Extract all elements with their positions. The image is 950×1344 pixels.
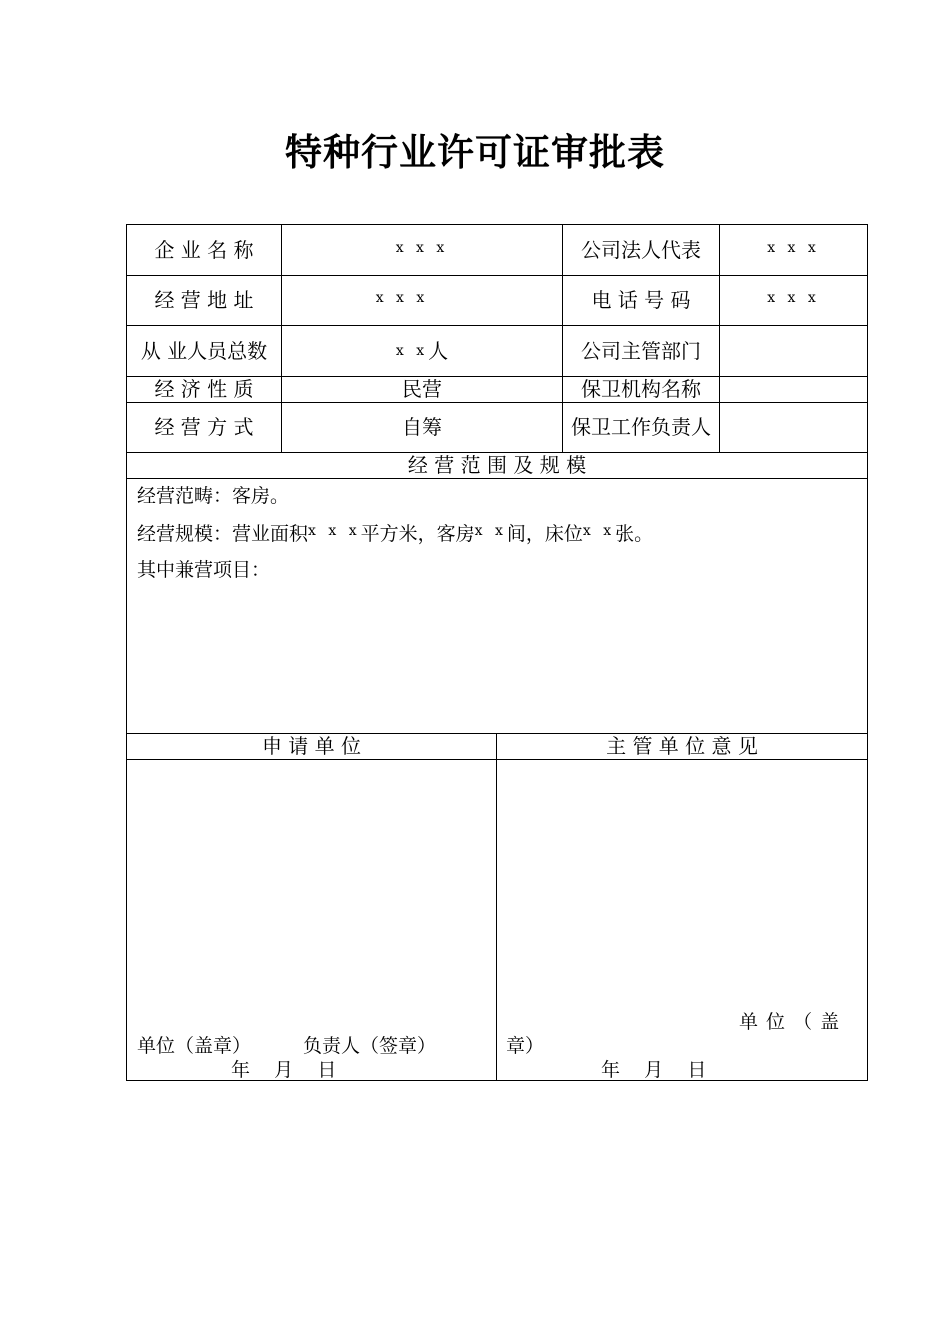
scope-section-header: 经 营 范 围 及 规 模	[407, 453, 587, 477]
phone-value: x x x	[767, 289, 820, 306]
approval-form-table	[126, 224, 868, 1081]
address-label: 经 营 地 址	[154, 288, 254, 312]
rooms-value: x x	[474, 523, 507, 539]
column-divider	[496, 733, 497, 1080]
company-name-label: 企 业 名 称	[154, 237, 254, 262]
supervising-dept-label: 公司主管部门	[581, 338, 701, 363]
business-category-text: 经营范畴：客房。	[137, 485, 290, 507]
area-unit: 平方米，客房	[360, 523, 475, 545]
authority-seal-label: 单 位 （ 盖	[739, 1011, 841, 1033]
address-value: x x x	[375, 289, 429, 306]
applicant-section-header: 申 请 单 位	[261, 734, 362, 758]
staff-count-value: x x	[395, 342, 429, 359]
staff-total-value	[282, 326, 562, 376]
staff-total-label: 从 业人员总数	[140, 338, 268, 363]
document-title: 特种行业许可证审批表	[285, 131, 665, 174]
authority-date-label: 年 月 日	[601, 1059, 707, 1081]
security-org-label: 保卫机构名称	[581, 377, 701, 401]
scale-prefix: 经营规模：营业面积	[137, 523, 309, 545]
legal-rep-value: x x x	[767, 239, 820, 256]
beds-unit: 张。	[615, 523, 654, 545]
rooms-unit: 间，床位	[506, 523, 583, 545]
applicant-date-label: 年 月 日	[231, 1059, 337, 1081]
security-head-label: 保卫工作负责人	[571, 415, 711, 439]
row-divider	[127, 478, 867, 479]
beds-value: x x	[582, 523, 616, 539]
authority-seal-label-cont: 章）	[506, 1035, 545, 1057]
phone-label: 电 话 号 码	[591, 288, 691, 312]
supervising-dept-value	[720, 326, 867, 376]
applicant-person-label: 负责人（签章）	[303, 1035, 437, 1057]
business-mode-label: 经 营 方 式	[154, 415, 254, 439]
row-divider	[127, 759, 867, 760]
economic-nature-label: 经 济 性 质	[154, 377, 254, 401]
applicant-seal-label: 单位（盖章）	[137, 1035, 252, 1057]
business-scale-text	[137, 519, 653, 546]
staff-count-unit: 人	[428, 338, 449, 363]
legal-rep-label: 公司法人代表	[581, 237, 701, 262]
authority-section-header: 主 管 单 位 意 见	[606, 734, 758, 758]
economic-nature-value: 民营	[402, 377, 442, 401]
security-org-value	[720, 377, 867, 402]
business-mode-value: 自筹	[402, 415, 442, 439]
side-business-text: 其中兼营项目：	[137, 559, 271, 581]
company-name-value: x x x	[395, 239, 449, 256]
area-value: x x x	[308, 523, 361, 539]
security-head-value	[720, 403, 867, 452]
